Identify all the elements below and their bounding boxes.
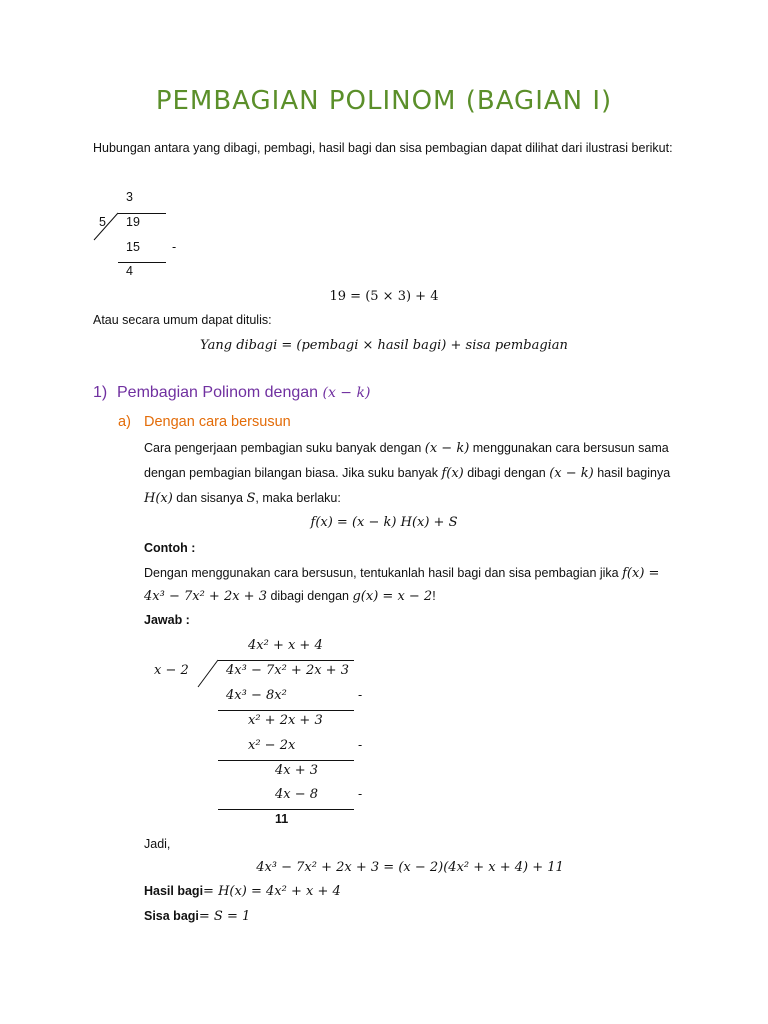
- contoh-text: dibagi dengan: [266, 589, 353, 603]
- page-title: PEMBAGIAN POLINOM (BAGIAN I): [155, 86, 613, 116]
- sisa-label: Sisa bagi: [144, 909, 199, 923]
- formula-fx: f(x) = (x − k) H(x) + S: [310, 515, 458, 530]
- ld-division-bracket: [196, 659, 222, 689]
- simple-divisor: 5: [99, 215, 106, 229]
- ld-line-2: [218, 760, 354, 761]
- simple-equation: 19 = (5 × 3) + 4: [329, 289, 439, 304]
- section-1-text: Pembagian Polinom dengan: [117, 384, 323, 401]
- ld-line-1: [218, 710, 354, 711]
- division-bracket: [92, 212, 122, 242]
- para1-math: f(x): [441, 466, 464, 481]
- section-a-text: Dengan cara bersusun: [144, 414, 291, 430]
- para1-line2: [144, 466, 670, 481]
- ld-step5: 4x − 8: [275, 787, 319, 802]
- para1-line1: [144, 441, 669, 456]
- section-1-math: (x − k): [322, 385, 371, 401]
- ld-step1: 4x³ − 8x²: [226, 688, 287, 703]
- ld-step3: x² − 2x: [248, 738, 296, 753]
- simple-remainder: 4: [126, 264, 133, 278]
- simple-minus: -: [172, 240, 177, 254]
- contoh-text: !: [432, 589, 436, 603]
- contoh-line1: [144, 566, 659, 581]
- ld-remainder: 11: [275, 812, 289, 826]
- general-label: Atau secara umum dapat ditulis:: [93, 313, 272, 327]
- para1-text: menggunakan cara bersusun sama: [469, 441, 669, 455]
- simple-product: 15: [126, 240, 140, 254]
- subtraction-line: [118, 262, 166, 263]
- sisa-math: = S = 1: [198, 909, 251, 924]
- ld-line-3: [218, 809, 354, 810]
- contoh-math: g(x) = x − 2: [352, 589, 433, 604]
- section-a-heading: [118, 414, 291, 430]
- hasil-math: = H(x) = 4x² + x + 4: [203, 884, 341, 899]
- ld-step2: x² + 2x + 3: [248, 713, 323, 728]
- contoh-math: f(x) =: [622, 566, 660, 581]
- ld-minus-2: -: [358, 738, 363, 752]
- section-1-number: 1): [93, 384, 108, 401]
- ld-minus-3: -: [358, 787, 363, 801]
- simple-quotient: 3: [126, 190, 133, 204]
- general-formula: Yang dibagi = (pembagi × hasil bagi) + sisa pembagian: [200, 338, 568, 353]
- para1-math: S: [246, 491, 256, 506]
- contoh-label: Contoh :: [144, 541, 196, 555]
- para1-text: hasil baginya: [593, 466, 671, 480]
- hasil-bagi-line: [144, 884, 341, 899]
- section-a-number: a): [118, 414, 131, 430]
- para1-text: , maka berlaku:: [255, 491, 341, 505]
- jadi-label: Jadi,: [144, 837, 171, 851]
- para1-line3: [144, 491, 341, 506]
- ld-division-bar: [218, 660, 354, 661]
- ld-quotient: 4x² + x + 4: [248, 638, 323, 653]
- simple-dividend: 19: [126, 215, 140, 229]
- para1-text: dan sisanya: [172, 491, 247, 505]
- final-equation: 4x³ − 7x² + 2x + 3 = (x − 2)(4x² + x + 4) + 11: [256, 860, 564, 875]
- para1-math: (x − k): [424, 441, 470, 456]
- ld-divisor: x − 2: [154, 663, 189, 678]
- para1-text: dibagi dengan: [463, 466, 550, 480]
- ld-step4: 4x + 3: [275, 763, 319, 778]
- section-1-heading: [93, 384, 370, 402]
- contoh-line2: [144, 589, 436, 604]
- para1-math: (x − k): [549, 466, 594, 481]
- intro-paragraph: Hubungan antara yang dibagi, pembagi, hasil bagi dan sisa pembagian dapat dilihat dari ilustrasi berikut:: [93, 141, 673, 155]
- jawab-label: Jawab :: [144, 613, 190, 627]
- para1-text: dengan pembagian bilangan biasa. Jika suku banyak: [144, 466, 442, 480]
- ld-minus-1: -: [358, 688, 363, 702]
- ld-dividend: 4x³ − 7x² + 2x + 3: [226, 663, 349, 678]
- hasil-label: Hasil bagi: [144, 884, 204, 898]
- division-bar: [118, 213, 166, 214]
- contoh-text: Dengan menggunakan cara bersusun, tentukanlah hasil bagi dan sisa pembagian jika: [144, 566, 623, 580]
- para1-math: H(x): [144, 491, 173, 506]
- contoh-math: 4x³ − 7x² + 2x + 3: [144, 589, 267, 604]
- para1-text: Cara pengerjaan pembagian suku banyak dengan: [144, 441, 425, 455]
- sisa-bagi-line: [144, 909, 250, 924]
